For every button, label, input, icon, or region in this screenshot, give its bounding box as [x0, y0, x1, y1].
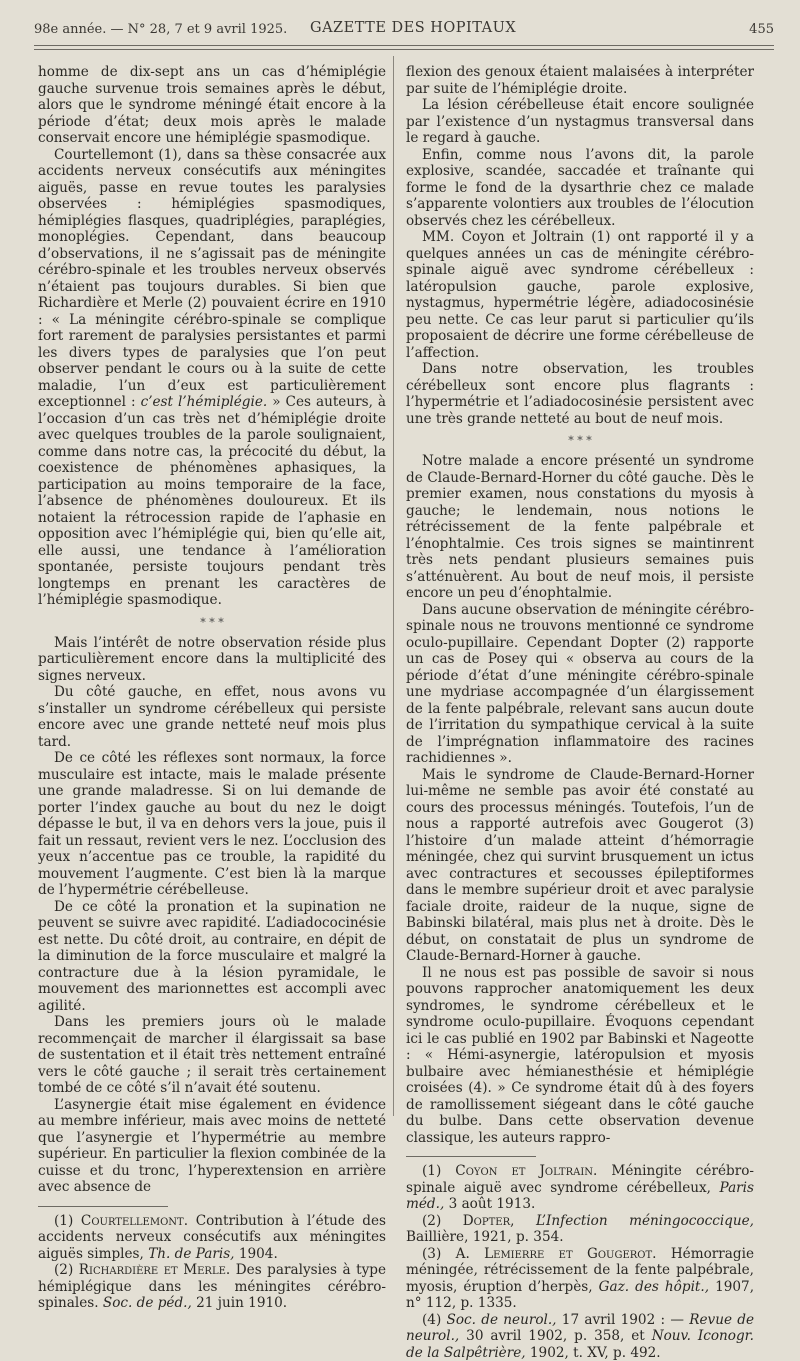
paragraph: De ce côté la pronation et la supination ne peuvent se suivre avec rapidité. L’adiadococinésie est nette. Du côté droit, au contraire, en dépit de la diminution de la force musculaire et malgré la contracture due à la lésion pyramidale, le mouvement des marionnettes est accompli avec agilité. — [38, 899, 386, 1015]
footnote: (2) Richardière et Merle. Des paralysies à type hémiplégique dans les méningites cérébro-spinales. Soc. de péd., 21 juin 1910. — [38, 1262, 386, 1312]
footnote: (2) Dopter, L’Infection méningococcique, Baillière, 1921, p. 354. — [406, 1213, 754, 1246]
section-separator: * * * — [38, 617, 386, 629]
paragraph: Dans les premiers jours où le malade recommençait de marcher il élargissait sa base de sustentation et il était très nettement entraîné vers le côté gauche ; il serait très certainement tombé de ce côté s’il n’avait été soutenu. — [38, 1014, 386, 1097]
paragraph: Dans aucune observation de méningite cérébro-spinale nous ne trouvons mentionné ce syndrome oculo-pupillaire. Cependant Dopter (2) rapporte un cas de Posey qui « observa au cours de la période d’état d’une méningite cérébro-spinale une mydriase accompagnée d’un élargissement de la fente palpébrale, relevant sans aucun doute de l’irritation du sympathique cervical à la suite de l’imprégnation inflammatoire des racines rachidiennes ». — [406, 602, 754, 767]
issue-info: 98e année. — N° 28, 7 et 9 avril 1925. — [34, 22, 287, 37]
right-column — [406, 64, 754, 1361]
footnote-rule — [406, 1156, 536, 1157]
paragraph: Courtellemont (1), dans sa thèse consacrée aux accidents nerveux consécutifs aux méningites aiguës, passe en revue toutes les paralysies observées : hémiplégies spasmodiques, hémiplégies flasques, quadriplégies, paraplégies, monoplégies. Cependant, dans beaucoup d’observations, il ne s’agissait pas de méningite cérébro-spinale et les troubles nerveux observés n’étaient pas toujours durables. Si bien que Richardière et Merle (2) pouvaient écrire en 1910 : « La méningite cérébro-spinale se complique fort rarement de paralysies persistantes et parmi les divers types de paralysies que l’on peut observer pendant le cours ou à la suite de cette maladie, l’un d’eux est particulièrement exceptionnel : c’est l’hémiplégie. » Ces auteurs, à l’occasion d’un cas très net d’hémiplégie droite avec quelques troubles de la parole soulignaient, comme dans notre cas, la précocité du début, la coexistence de phénomènes aphasiques, la participation au moins temporaire de la face, l’absence de phénomènes douloureux. Et ils notaient la rétrocession rapide de l’aphasie en opposition avec l’hémiplégie qui, bien qu’elle ait, elle aussi, une tendance à l’amélioration spontanée, persiste toujours pendant très longtemps en prenant les caractères de l’hémiplégie spasmodique. — [38, 147, 386, 609]
footnote: (1) Courtellemont. Contribution à l’étude des accidents nerveux consécutifs aux méningites aiguës simples, Th. de Paris, 1904. — [38, 1213, 386, 1263]
paragraph: La lésion cérébelleuse était encore soulignée par l’existence d’un nystagmus transversal dans le regard à gauche. — [406, 97, 754, 147]
paragraph: flexion des genoux étaient malaisées à interpréter par suite de l’hémiplégie droite. — [406, 64, 754, 97]
footnote: (3) A. Lemierre et Gougerot. Hémorragie méningée, rétrécissement de la fente palpébrale, myosis, éruption d’herpès, Gaz. des hôpit., 1907, n° 112, p. 1335. — [406, 1246, 754, 1312]
paragraph: Enfin, comme nous l’avons dit, la parole explosive, scandée, saccadée et traînante qui forme le fond de la dysarthrie chez ce malade s’apparente volontiers aux troubles de l’élocution observés chez les cérébelleux. — [406, 147, 754, 230]
paragraph: MM. Coyon et Joltrain (1) ont rapporté il y a quelques années un cas de méningite cérébro-spinale aiguë avec syndrome cérébelleux : latéropulsion gauche, parole explosive, nystagmus, hypermétrie légère, adiadocosinésie peu nette. Ce cas leur parut si particulier qu’ils proposaient de décrire une forme cérébelleuse de l’affection. — [406, 229, 754, 361]
paragraph: Dans notre observation, les troubles cérébelleux sont encore plus flagrants : l’hypermétrie et l’adiadocosinésie persistent avec une très grande netteté au bout de neuf mois. — [406, 361, 754, 427]
left-column — [38, 64, 386, 1312]
page-header — [34, 14, 774, 44]
column-divider — [393, 56, 394, 1116]
journal-title: GAZETTE DES HOPITAUX — [310, 20, 516, 36]
paragraph: Mais le syndrome de Claude-Bernard-Horner lui-même ne semble pas avoir été constaté au cours des processus méningés. Toutefois, l’un de nous a rapporté autrefois avec Gougerot (3) l’histoire d’un malade atteint d’hémorragie méningée, chez qui survint brusquement un ictus avec contractures et secousses épileptiformes dans le membre supérieur droit et avec paralysie faciale droite, raideur de la nuque, signe de Babinski bilatéral, mais plus net à droite. Dès le début, on constatait de plus un syndrome de Claude-Bernard-Horner à gauche. — [406, 767, 754, 965]
paragraph: Il ne nous est pas possible de savoir si nous pouvons rapprocher anatomiquement les deux syndromes, le syndrome cérébelleux et le syndrome oculo-pupillaire. Évoquons cependant ici le cas publié en 1902 par Babinski et Nageotte : « Hémi-asynergie, latéropulsion et myosis bulbaire avec hémianesthésie et hémiplégie croisées (4). » Ce syndrome était dû à des foyers de ramollissement siégeant dans le côté gauche du bulbe. Dans cette observation devenue classique, les auteurs rappro- — [406, 965, 754, 1147]
header-rule-top — [34, 45, 774, 46]
paragraph: homme de dix-sept ans un cas d’hémiplégie gauche survenue trois semaines après le début, alors que le syndrome méningé était encore à la période d’état; deux mois après le malade conservait encore une hémiplégie spasmodique. — [38, 64, 386, 147]
footnote: (4) Soc. de neurol., 17 avril 1902 : — Revue de neurol., 30 avril 1902, p. 358, et Nouv. Iconogr. de la Salpêtrière, 1902, t. XV, p. 492. — [406, 1312, 754, 1361]
page-number: 455 — [749, 22, 774, 37]
paragraph: L’asynergie était mise également en évidence au membre inférieur, mais avec moins de netteté que l’asynergie et l’hypermétrie au membre supérieur. En particulier la flexion combinée de la cuisse et du tronc, l’hyperextension en arrière avec absence de — [38, 1097, 386, 1196]
paragraph: Mais l’intérêt de notre observation réside plus particulièrement encore dans la multiplicité des signes nerveux. — [38, 635, 386, 685]
header-rule-bottom — [34, 49, 774, 50]
footnote: (1) Coyon et Joltrain. Méningite cérébro-spinale aiguë avec syndrome cérébelleux, Paris méd., 3 août 1913. — [406, 1163, 754, 1213]
footnote-rule — [38, 1206, 168, 1207]
paragraph: De ce côté les réflexes sont normaux, la force musculaire est intacte, mais le malade présente une grande maladresse. Si on lui demande de porter l’index gauche au bout du nez le doigt dépasse le but, il va en dehors vers la joue, puis il fait un ressaut, revient vers le nez. L’occlusion des yeux n’accentue pas ce trouble, la rapidité du mouvement l’augmente. C’est bien là la marque de l’hypermétrie cérébelleuse. — [38, 750, 386, 899]
paragraph: Notre malade a encore présenté un syndrome de Claude-Bernard-Horner du côté gauche. Dès le premier examen, nous constations du myosis à gauche; le lendemain, nous notions le rétrécissement de la fente palpébrale et l’énophtalmie. Ces trois signes se maintinrent très nets pendant plusieurs semaines puis s’atténuèrent. Au bout de neuf mois, il persiste encore un peu d’énophtalmie. — [406, 453, 754, 602]
section-separator: * * * — [406, 435, 754, 447]
paragraph: Du côté gauche, en effet, nous avons vu s’installer un syndrome cérébelleux qui persiste encore avec une grande netteté neuf mois plus tard. — [38, 684, 386, 750]
